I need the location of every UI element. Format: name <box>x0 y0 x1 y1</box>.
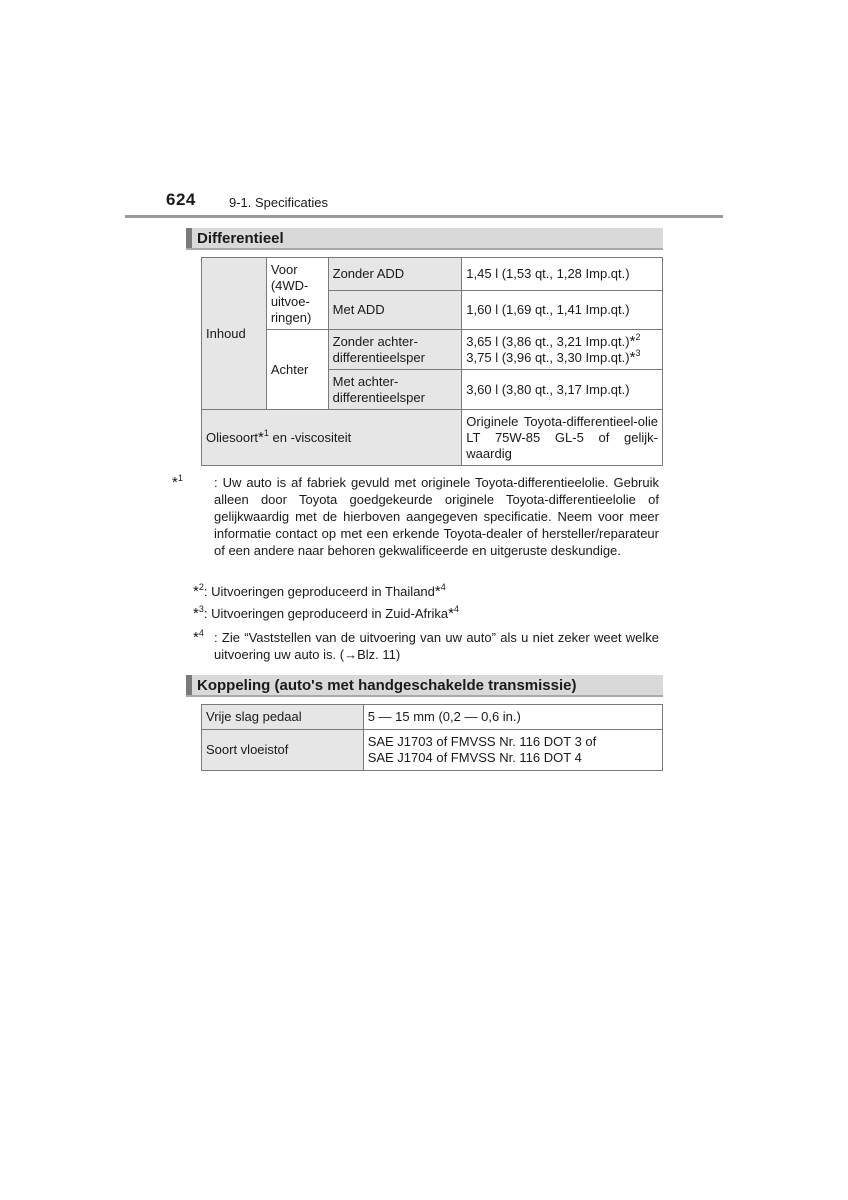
type-text: Zonder achter-differentieelsper <box>332 333 425 365</box>
value-cell <box>462 330 663 370</box>
page-reference-link[interactable]: Blz. 11 <box>357 647 396 662</box>
oil-label-suffix: en -viscositeit <box>268 429 352 445</box>
achter-label: Achter <box>266 330 328 410</box>
footnote-body: : Uw auto is af fabriek gevuld met originele Toyota-differentieelolie. Gebruik alleen door Toyota goedgekeurde originele Toyota-differentieelolie of gelijkwaardig met de hierboven aangegeven specificatie. Neem voor meer informatie contact op met een erkende Toyota-dealer of hersteller/reparateur of een andere naar behoren gekwalificeerde en uitgeruste deskundige. <box>214 475 659 558</box>
type-cell: Met achter-differentieelsper <box>328 370 462 410</box>
footnote-text <box>193 605 659 622</box>
value-line: SAE J1704 of FMVSS Nr. 116 DOT 4 <box>367 750 582 765</box>
page-number: 624 <box>166 190 196 209</box>
section-title: 9-1. Specificaties <box>229 195 328 210</box>
differential-heading <box>186 228 663 250</box>
footnote-star: * <box>434 583 441 600</box>
footnote-ref: 4 <box>440 582 446 592</box>
clutch-label: Vrije slag pedaal <box>202 705 364 730</box>
footnote-num: 4 <box>198 628 204 638</box>
value-cell: 1,45 l (1,53 qt., 1,28 Imp.qt.) <box>462 258 663 291</box>
value-text: 3,75 l (3,96 qt., 3,30 Imp.qt.) <box>466 349 630 365</box>
footnote-ref: 4 <box>453 604 459 614</box>
table-row <box>202 705 663 730</box>
footnote-star: * <box>172 474 178 491</box>
footnote-ref: 2 <box>635 331 641 342</box>
differential-title: Differentieel <box>197 230 284 247</box>
heading-marker <box>186 675 192 695</box>
footnote <box>193 583 659 600</box>
footnote <box>193 605 659 622</box>
oil-label-text: Oliesoort <box>206 429 259 445</box>
oil-label <box>202 410 462 466</box>
clutch-label: Soort vloeistof <box>202 730 364 771</box>
value-line: SAE J1703 of FMVSS Nr. 116 DOT 3 of <box>367 734 597 749</box>
voor-label: Voor (4WD-uitvoe-ringen) <box>266 258 328 330</box>
footnote-marker <box>172 473 214 491</box>
footnote-star: * <box>193 605 199 622</box>
footnote-close: ) <box>395 647 401 662</box>
footnote-num: 1 <box>177 473 183 483</box>
footnote-star: * <box>258 428 264 446</box>
type-cell: Zonder ADD <box>328 258 462 291</box>
inhoud-label: Inhoud <box>202 258 267 410</box>
footnote-text <box>193 629 659 663</box>
footnote-star: * <box>193 629 199 646</box>
clutch-value <box>363 730 662 771</box>
oil-value: Originele Toyota-differentieel-olie LT 75W-85 GL-5 of gelijk-waardig <box>462 410 663 466</box>
clutch-value: 5 — 15 mm (0,2 — 0,6 in.) <box>363 705 662 730</box>
value-text: 3,65 l (3,86 qt., 3,21 Imp.qt.) <box>466 333 630 349</box>
clutch-title: Koppeling (auto's met handgeschakelde transmissie) <box>197 677 577 694</box>
arrow-icon: → <box>344 647 358 662</box>
type-cell <box>328 330 462 370</box>
footnote-num: 2 <box>198 582 204 592</box>
value-line <box>466 331 658 350</box>
footnote <box>172 473 659 559</box>
table-row <box>202 410 663 466</box>
footnote-body: : Zie “Vaststellen van de uitvoering van uw auto” als u niet zeker weet welke uitvoering uw auto is. ( <box>214 630 659 662</box>
footnote-text <box>172 473 659 559</box>
value-cell: 1,60 l (1,69 qt., 1,41 Imp.qt.) <box>462 291 663 330</box>
footnote-ref: 3 <box>635 347 641 358</box>
footnote-star: * <box>629 332 636 350</box>
footnote-body: : Uitvoeringen geproduceerd in Zuid-Afrika <box>203 606 449 621</box>
header-divider <box>125 215 723 218</box>
footnote-star: * <box>629 348 636 366</box>
footnote-ref: 1 <box>263 427 269 438</box>
type-cell: Met ADD <box>328 291 462 330</box>
heading-marker <box>186 228 192 248</box>
value-cell: 3,60 l (3,80 qt., 3,17 Imp.qt.) <box>462 370 663 410</box>
clutch-table <box>201 704 663 771</box>
footnote-star: * <box>193 583 199 600</box>
table-row <box>202 258 663 291</box>
differential-table <box>201 257 663 466</box>
table-row <box>202 330 663 370</box>
clutch-heading <box>186 675 663 697</box>
value-line <box>466 347 658 366</box>
footnote-num: 3 <box>198 604 204 614</box>
table-row <box>202 730 663 771</box>
footnote-body: : Uitvoeringen geproduceerd in Thailand <box>203 584 435 599</box>
footnote-marker <box>193 629 214 646</box>
footnote-star: * <box>448 605 454 622</box>
footnote-text <box>193 583 659 600</box>
footnote <box>193 629 659 663</box>
